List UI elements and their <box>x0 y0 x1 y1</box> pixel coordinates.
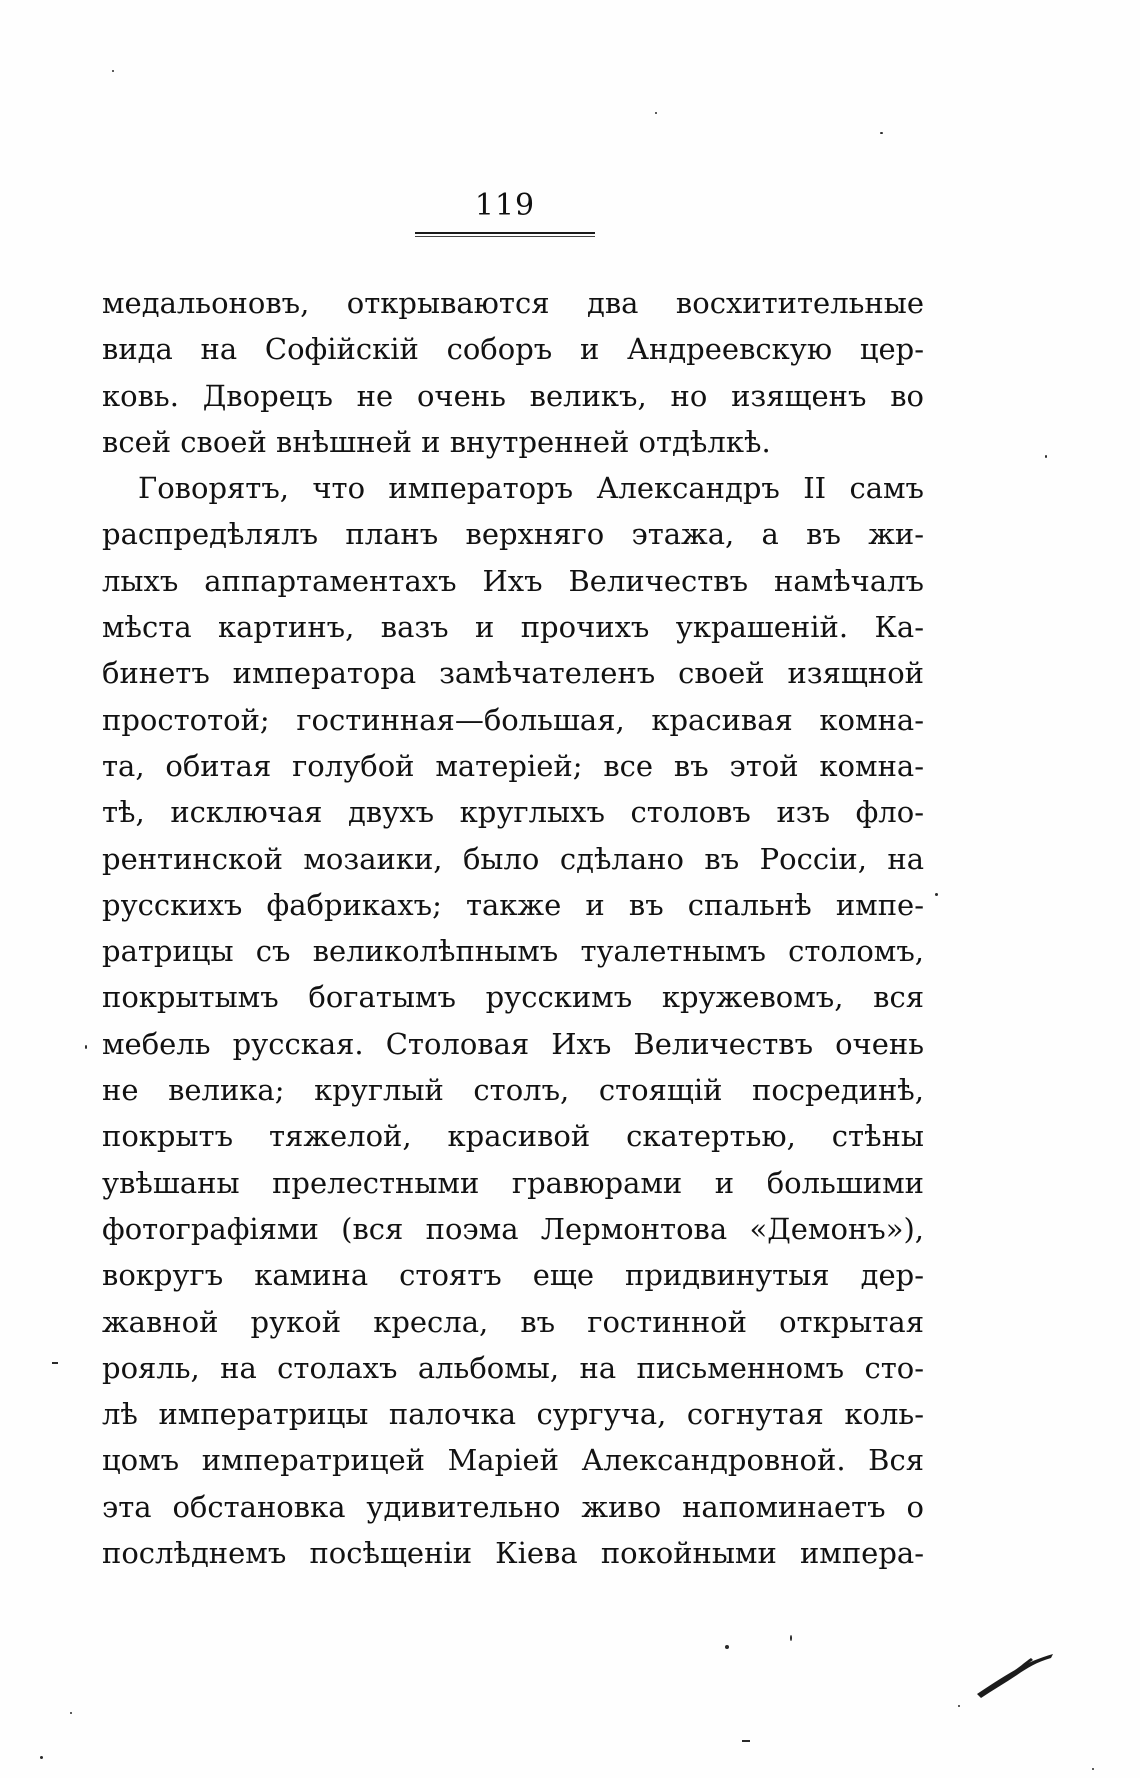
text-line: ратрицы съ великолѣпнымъ туалетнымъ столомъ, <box>102 934 924 969</box>
text-line: увѣшаны прелестными гравюрами и большими <box>102 1165 924 1200</box>
header-rule <box>415 232 595 237</box>
text-line: всей своей внѣшней и внутренней отдѣлкѣ. <box>102 424 771 459</box>
text-line: послѣднемъ посѣщеніи Кіева покойными импера- <box>102 1536 924 1571</box>
text-line: распредѣлялъ планъ верхняго этажа, а въ жи- <box>102 517 924 552</box>
speck <box>790 1635 792 1641</box>
text-line: эта обстановка удивительно живо напоминаетъ о <box>102 1489 924 1524</box>
speck <box>70 1712 72 1714</box>
text-line: покрытъ тяжелой, красивой скатертью, стѣны <box>102 1119 924 1154</box>
speck <box>1045 455 1047 458</box>
text-line: Говорятъ, что императоръ Александръ II самъ <box>138 471 924 506</box>
page-header <box>410 188 600 224</box>
speck <box>655 112 657 114</box>
speck <box>85 1045 87 1049</box>
text-line: тѣ, исключая двухъ круглыхъ столовъ изъ фло- <box>102 795 924 830</box>
ink-smudge-icon <box>975 1650 1055 1700</box>
speck <box>52 1362 58 1364</box>
speck <box>742 1740 750 1742</box>
text-line: фотографіями (вся поэма Лермонтова «Демонъ»), <box>102 1211 924 1246</box>
speck <box>112 70 114 72</box>
page-number: 119 <box>474 188 536 223</box>
text-line: та, обитая голубой матеріей; все въ этой комна- <box>102 748 924 783</box>
speck <box>958 1705 960 1707</box>
text-line: бинетъ императора замѣчателенъ своей изящной <box>102 656 924 691</box>
text-line: русскихъ фабрикахъ; также и въ спальнѣ импе- <box>102 887 924 922</box>
text-line: покрытымъ богатымъ русскимъ кружевомъ, вся <box>102 980 924 1015</box>
text-line: мебель русская. Столовая Ихъ Величествъ очень <box>102 1026 924 1061</box>
text-line: вокругъ камина стоятъ еще придвинутыя дер- <box>102 1258 924 1293</box>
text-line: ковь. Дворецъ не очень великъ, но изященъ во <box>102 378 924 413</box>
text-body <box>102 280 924 1576</box>
speck <box>725 1645 729 1649</box>
text-line: простотой; гостинная—большая, красивая комна- <box>102 702 924 737</box>
text-line: рояль, на столахъ альбомы, на письменномъ сто- <box>102 1350 924 1385</box>
text-line: цомъ императрицей Маріей Александровной. Вся <box>102 1443 924 1478</box>
text-line: не велика; круглый столъ, стоящій посрединѣ, <box>102 1073 924 1108</box>
text-line: жавной рукой кресла, въ гостинной открытая <box>102 1304 924 1339</box>
speck <box>880 132 883 134</box>
text-line: вида на Софійскій соборъ и Андреевскую цер- <box>102 332 924 367</box>
speck <box>40 1756 43 1759</box>
text-line: медальоновъ, открываются два восхитительные <box>102 286 924 320</box>
text-line: мѣста картинъ, вазъ и прочихъ украшеній. Ка- <box>102 610 924 645</box>
text-line: лыхъ аппартаментахъ Ихъ Величествъ намѣчалъ <box>102 563 924 598</box>
speck <box>1092 1768 1094 1770</box>
speck <box>935 893 938 896</box>
text-line: лѣ императрицы палочка сургуча, согнутая коль- <box>102 1397 924 1432</box>
text-line: рентинской мозаики, было сдѣлано въ Россіи, на <box>102 841 924 876</box>
